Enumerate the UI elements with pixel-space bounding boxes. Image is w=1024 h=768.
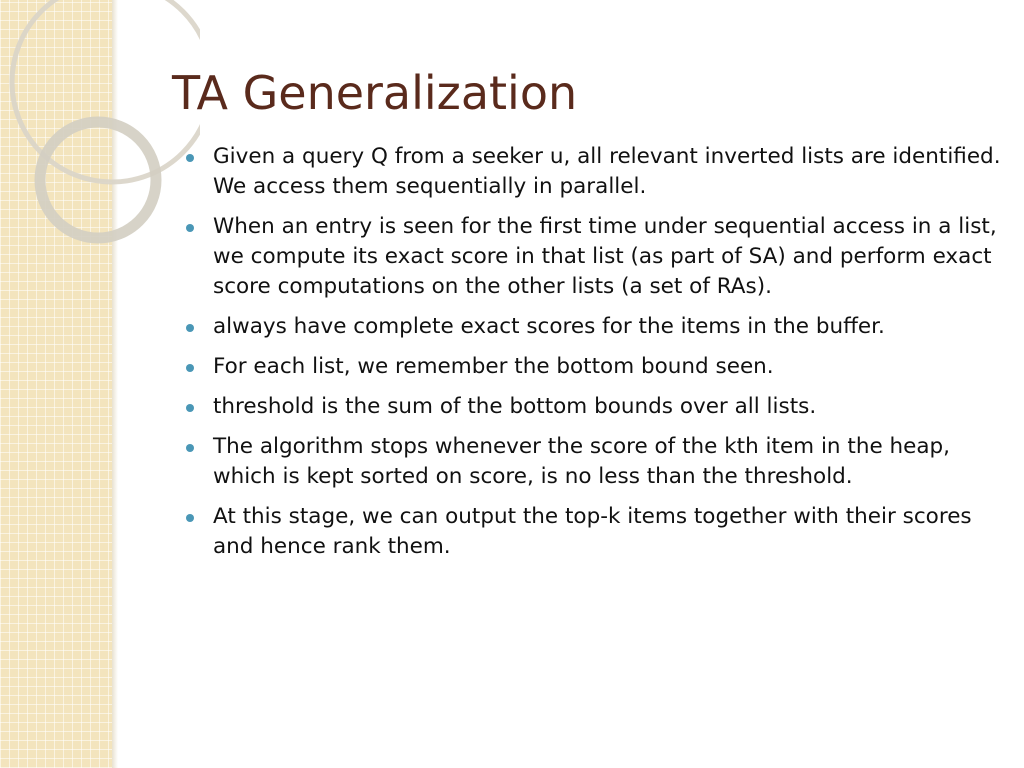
bullet-marker-icon xyxy=(186,444,194,452)
bullet-text: always have complete exact scores for the items in the buffer. xyxy=(213,314,885,339)
bullet-marker-icon xyxy=(186,224,194,232)
bullet-marker-icon xyxy=(186,364,194,372)
bullet-text: When an entry is seen for the first time under sequential access in a list, we compute its exact score in that list (as part of SA) and perform exact score computations on the other lists (a set of RAs). xyxy=(213,214,997,299)
slide-title: TA Generalization xyxy=(172,66,578,120)
bullet-list xyxy=(186,142,1004,572)
bullet-text: For each list, we remember the bottom bound seen. xyxy=(213,354,774,379)
bullet-text: threshold is the sum of the bottom bounds over all lists. xyxy=(213,394,817,419)
bullet-item xyxy=(186,312,1004,342)
bullet-text: Given a query Q from a seeker u, all relevant inverted lists are identified. We access them sequentially in parallel. xyxy=(213,144,1001,199)
bullet-item xyxy=(186,352,1004,382)
decorative-rings xyxy=(0,0,200,300)
bullet-item xyxy=(186,392,1004,422)
bullet-item xyxy=(186,142,1004,202)
bullet-marker-icon xyxy=(186,514,194,522)
bullet-item xyxy=(186,212,1004,302)
bullet-text: The algorithm stops whenever the score of the kth item in the heap, which is kept sorted on score, is no less than the threshold. xyxy=(213,434,951,489)
bullet-item xyxy=(186,502,1004,562)
bullet-text: At this stage, we can output the top-k items together with their scores and hence rank them. xyxy=(213,504,972,559)
bullet-marker-icon xyxy=(186,324,194,332)
bullet-marker-icon xyxy=(186,404,194,412)
bullet-marker-icon xyxy=(186,154,194,162)
bullet-item xyxy=(186,432,1004,492)
